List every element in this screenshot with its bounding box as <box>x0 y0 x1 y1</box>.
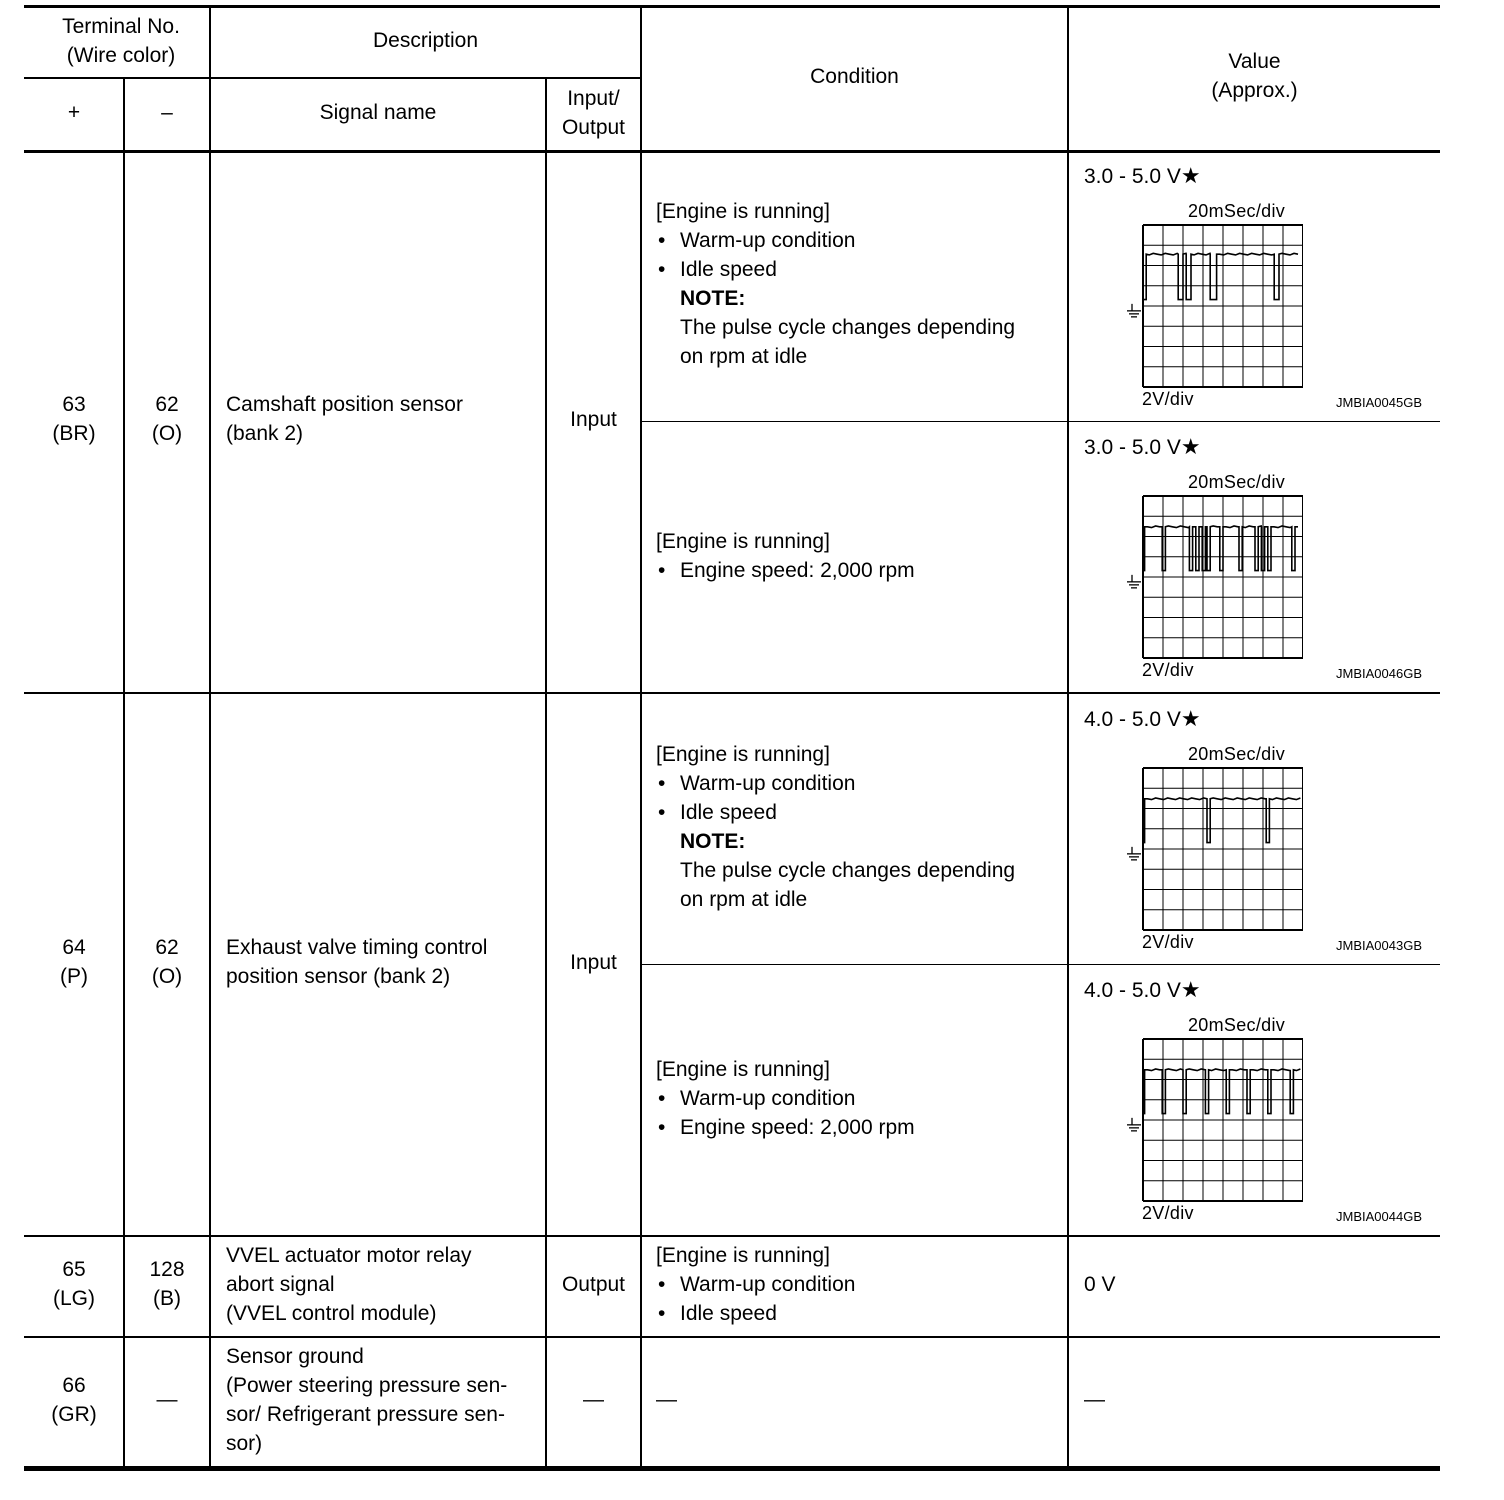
header-signal-name: Signal name <box>319 101 437 124</box>
header-input-output: Input/ Output <box>561 87 626 139</box>
volt-div-label: 2V/div <box>1142 389 1194 409</box>
header-terminal-no: Terminal No. (Wire color) <box>62 15 180 67</box>
value-range: 4.0 - 5.0 V★ <box>1084 706 1201 731</box>
header-minus: – <box>161 101 173 124</box>
signal-name: Camshaft position sensor (bank 2) <box>226 393 463 445</box>
value-range: 3.0 - 5.0 V★ <box>1084 163 1201 188</box>
waveform-trace <box>1144 798 1300 843</box>
oscilloscope-waveform <box>1123 1038 1303 1203</box>
terminal-plus-65: 65 (LG) <box>53 1258 95 1310</box>
oscilloscope-waveform <box>1123 224 1303 389</box>
io-value: Input <box>570 951 617 974</box>
figure-code: JMBIA0044GB <box>1336 1209 1422 1224</box>
star-icon: ★ <box>1180 706 1201 731</box>
terminal-plus-63: 63 (BR) <box>52 393 96 445</box>
terminal-minus-62: 62 (O) <box>151 936 183 988</box>
volt-div-label: 2V/div <box>1142 660 1194 680</box>
figure-code: JMBIA0046GB <box>1336 666 1422 681</box>
signal-name: VVEL actuator motor relay abort signal (VVEL control module) <box>226 1244 472 1325</box>
condition: — <box>656 1388 677 1411</box>
time-div-label: 20mSec/div <box>1188 472 1286 492</box>
figure-code: JMBIA0045GB <box>1336 395 1422 410</box>
waveform-trace <box>1144 1069 1300 1114</box>
terminal-minus-none: — <box>156 1388 178 1411</box>
terminal-minus-62: 62 (O) <box>151 393 183 445</box>
oscilloscope-grid <box>1123 1038 1303 1203</box>
signal-name: Exhaust valve timing control position sensor (bank 2) <box>226 936 488 988</box>
condition: [Engine is running] • Warm-up condition • Idle speed <box>656 1241 1061 1328</box>
terminal-table <box>24 0 1440 1472</box>
header-value: Value (Approx.) <box>1211 50 1298 102</box>
figure-code: JMBIA0043GB <box>1336 938 1422 953</box>
value-range: 3.0 - 5.0 V★ <box>1084 434 1201 459</box>
waveform-trace <box>1144 253 1298 299</box>
value-range: 4.0 - 5.0 V★ <box>1084 977 1201 1002</box>
signal-name: Sensor ground (Power steering pressure sen- sor/ Refrigerant pressure sen- sor) <box>226 1345 508 1455</box>
time-div-label: 20mSec/div <box>1188 201 1286 221</box>
header-description: Description <box>372 29 479 52</box>
io-value: — <box>583 1388 604 1411</box>
io-value: Input <box>570 408 617 431</box>
star-icon: ★ <box>1180 977 1201 1002</box>
value-text: — <box>1084 1388 1105 1411</box>
volt-div-label: 2V/div <box>1142 932 1194 952</box>
star-icon: ★ <box>1180 434 1201 459</box>
time-div-label: 20mSec/div <box>1188 744 1286 764</box>
condition: [Engine is running] • Warm-up condition • Engine speed: 2,000 rpm <box>656 1055 1061 1142</box>
header-plus: + <box>67 101 81 124</box>
oscilloscope-waveform <box>1123 767 1303 932</box>
oscilloscope-waveform <box>1123 495 1303 660</box>
header-condition: Condition <box>810 65 899 88</box>
terminal-minus-128: 128 (B) <box>149 1258 185 1310</box>
star-icon: ★ <box>1180 163 1201 188</box>
value-text: 0 V <box>1084 1273 1116 1296</box>
io-value: Output <box>561 1273 626 1296</box>
volt-div-label: 2V/div <box>1142 1203 1194 1223</box>
waveform-trace <box>1144 526 1298 571</box>
condition: [Engine is running] • Warm-up condition • Idle speed NOTE: The pulse cycle changes depending on rpm at idle <box>656 740 1061 914</box>
time-div-label: 20mSec/div <box>1188 1015 1286 1035</box>
oscilloscope-grid <box>1123 767 1303 932</box>
oscilloscope-grid <box>1123 495 1303 660</box>
terminal-plus-64: 64 (P) <box>60 936 88 988</box>
oscilloscope-grid <box>1123 224 1303 389</box>
condition: [Engine is running] • Warm-up condition • Idle speed NOTE: The pulse cycle changes depending on rpm at idle <box>656 197 1061 371</box>
condition: [Engine is running] • Engine speed: 2,000 rpm <box>656 527 1061 585</box>
terminal-plus-66: 66 (GR) <box>51 1374 97 1426</box>
